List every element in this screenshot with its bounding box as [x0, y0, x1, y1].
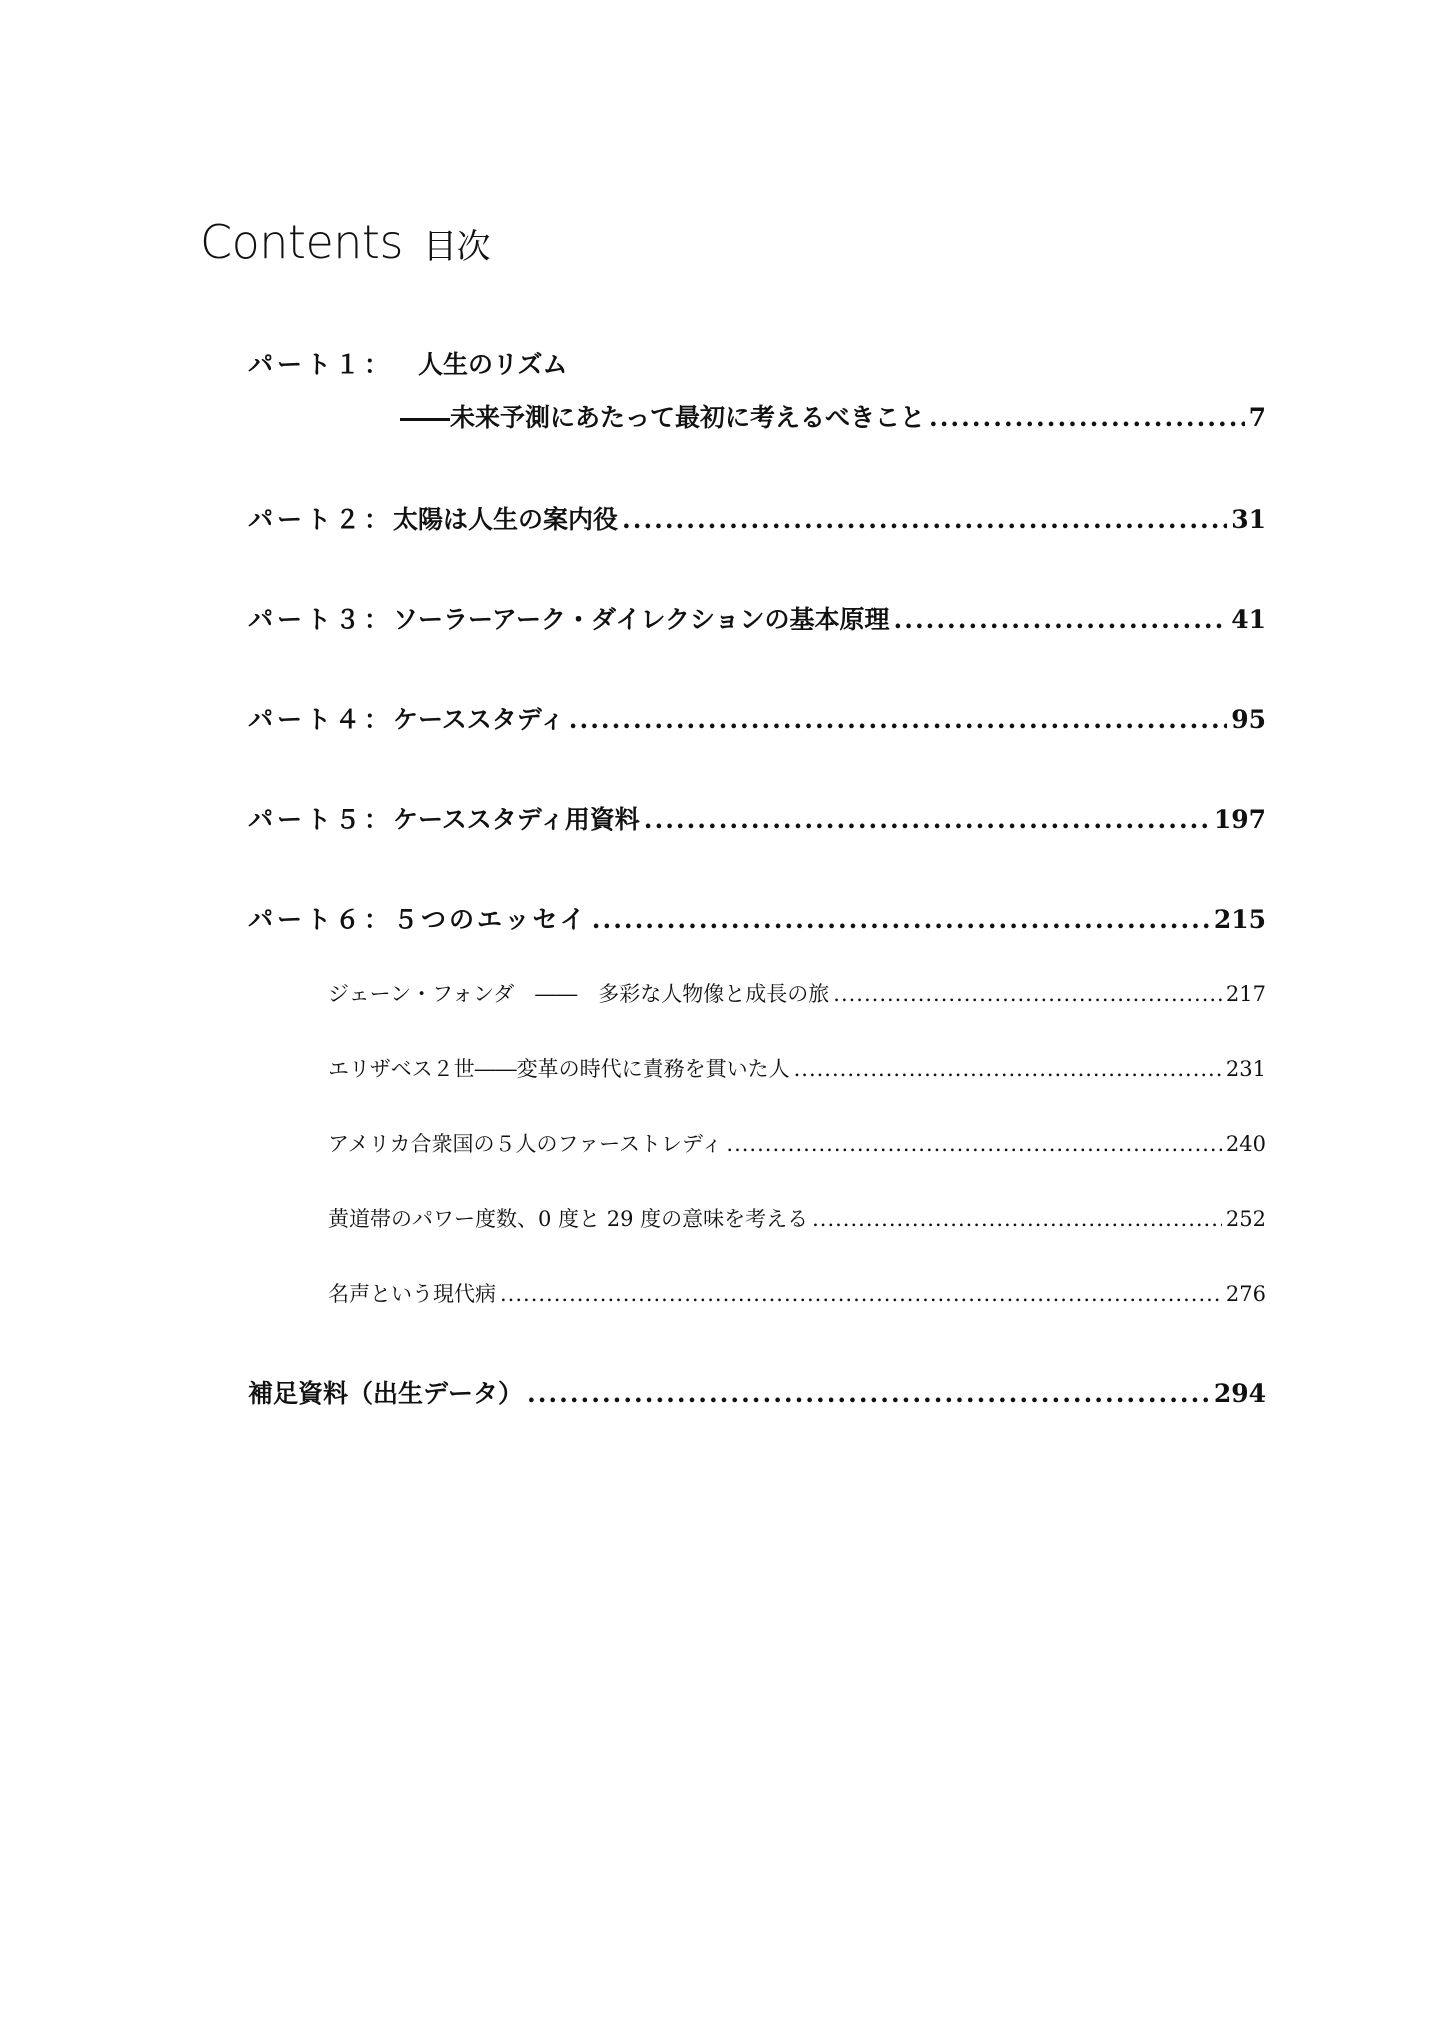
part-title: ケーススタディ用資料	[393, 805, 640, 834]
page-number: 197	[1213, 805, 1266, 834]
dot-leader	[569, 705, 1227, 734]
title-main: Contents	[200, 215, 403, 269]
part-label: パート３：	[248, 605, 394, 634]
part-label: パート６：	[248, 905, 394, 934]
part-label: パート１：	[248, 350, 394, 379]
dot-leader	[622, 505, 1227, 534]
page-number: 252	[1225, 1207, 1266, 1231]
essay-title: ジェーン・フォンダ ―― 多彩な人物像と成長の旅	[328, 982, 830, 1006]
page-number: 95	[1231, 705, 1266, 734]
dot-leader	[644, 805, 1210, 834]
toc-essay-entry[interactable]	[328, 1128, 1266, 1158]
dot-leader	[929, 403, 1245, 432]
toc-part-5-entry[interactable]	[248, 800, 1266, 836]
toc-essay-entry[interactable]	[328, 1203, 1266, 1233]
page-number: 41	[1231, 605, 1266, 634]
toc-appendix-entry[interactable]	[248, 1374, 1266, 1410]
toc-part-1-entry[interactable]	[400, 398, 1266, 434]
page-number: 31	[1231, 505, 1266, 534]
part-label: パート４：	[248, 705, 394, 734]
dot-leader	[794, 1057, 1222, 1081]
title-sub: 目次	[423, 227, 491, 267]
toc-part-1-heading[interactable]	[248, 345, 568, 381]
essay-title: エリザベス２世――変革の時代に責務を貫いた人	[328, 1057, 790, 1081]
dot-leader	[833, 982, 1222, 1006]
part-title: 太陽は人生の案内役	[393, 505, 619, 534]
part-label: パート５：	[248, 805, 394, 834]
part-title: ケーススタディ	[393, 705, 565, 734]
dot-leader	[592, 905, 1210, 934]
appendix-title: 補足資料（出生データ）	[248, 1379, 524, 1408]
toc-part-4-entry[interactable]	[248, 700, 1266, 736]
page-number: 231	[1225, 1057, 1266, 1081]
dot-leader	[812, 1207, 1222, 1231]
part-label: パート２：	[248, 505, 394, 534]
page-title	[200, 212, 490, 277]
page-number: 294	[1213, 1379, 1266, 1408]
essay-title: 名声という現代病	[328, 1282, 496, 1306]
part-title: ソーラーアーク・ダイレクションの基本原理	[393, 605, 890, 634]
part-title: ５つのエッセイ	[393, 905, 588, 934]
dot-leader	[527, 1379, 1210, 1408]
toc-part-2-entry[interactable]	[248, 500, 1266, 536]
page-number: 240	[1225, 1132, 1266, 1156]
part-title: ――未来予測にあたって最初に考えるべきこと	[400, 403, 926, 432]
toc-essay-entry[interactable]	[328, 978, 1266, 1008]
page-number: 215	[1213, 905, 1266, 934]
toc-part-6-entry[interactable]	[248, 900, 1266, 936]
part-title: 人生のリズム	[418, 350, 568, 379]
page-number: 217	[1225, 982, 1266, 1006]
toc-part-3-entry[interactable]	[248, 600, 1266, 636]
dot-leader	[500, 1282, 1222, 1306]
essay-title: アメリカ合衆国の５人のファーストレディ	[328, 1132, 723, 1156]
essay-title: 黄道帯のパワー度数、0 度と 29 度の意味を考える	[328, 1207, 809, 1231]
page-number: 7	[1248, 403, 1266, 432]
toc-essay-entry[interactable]	[328, 1278, 1266, 1308]
page-number: 276	[1225, 1282, 1266, 1306]
dot-leader	[894, 605, 1228, 634]
toc-essay-entry[interactable]	[328, 1053, 1266, 1083]
dot-leader	[726, 1132, 1222, 1156]
